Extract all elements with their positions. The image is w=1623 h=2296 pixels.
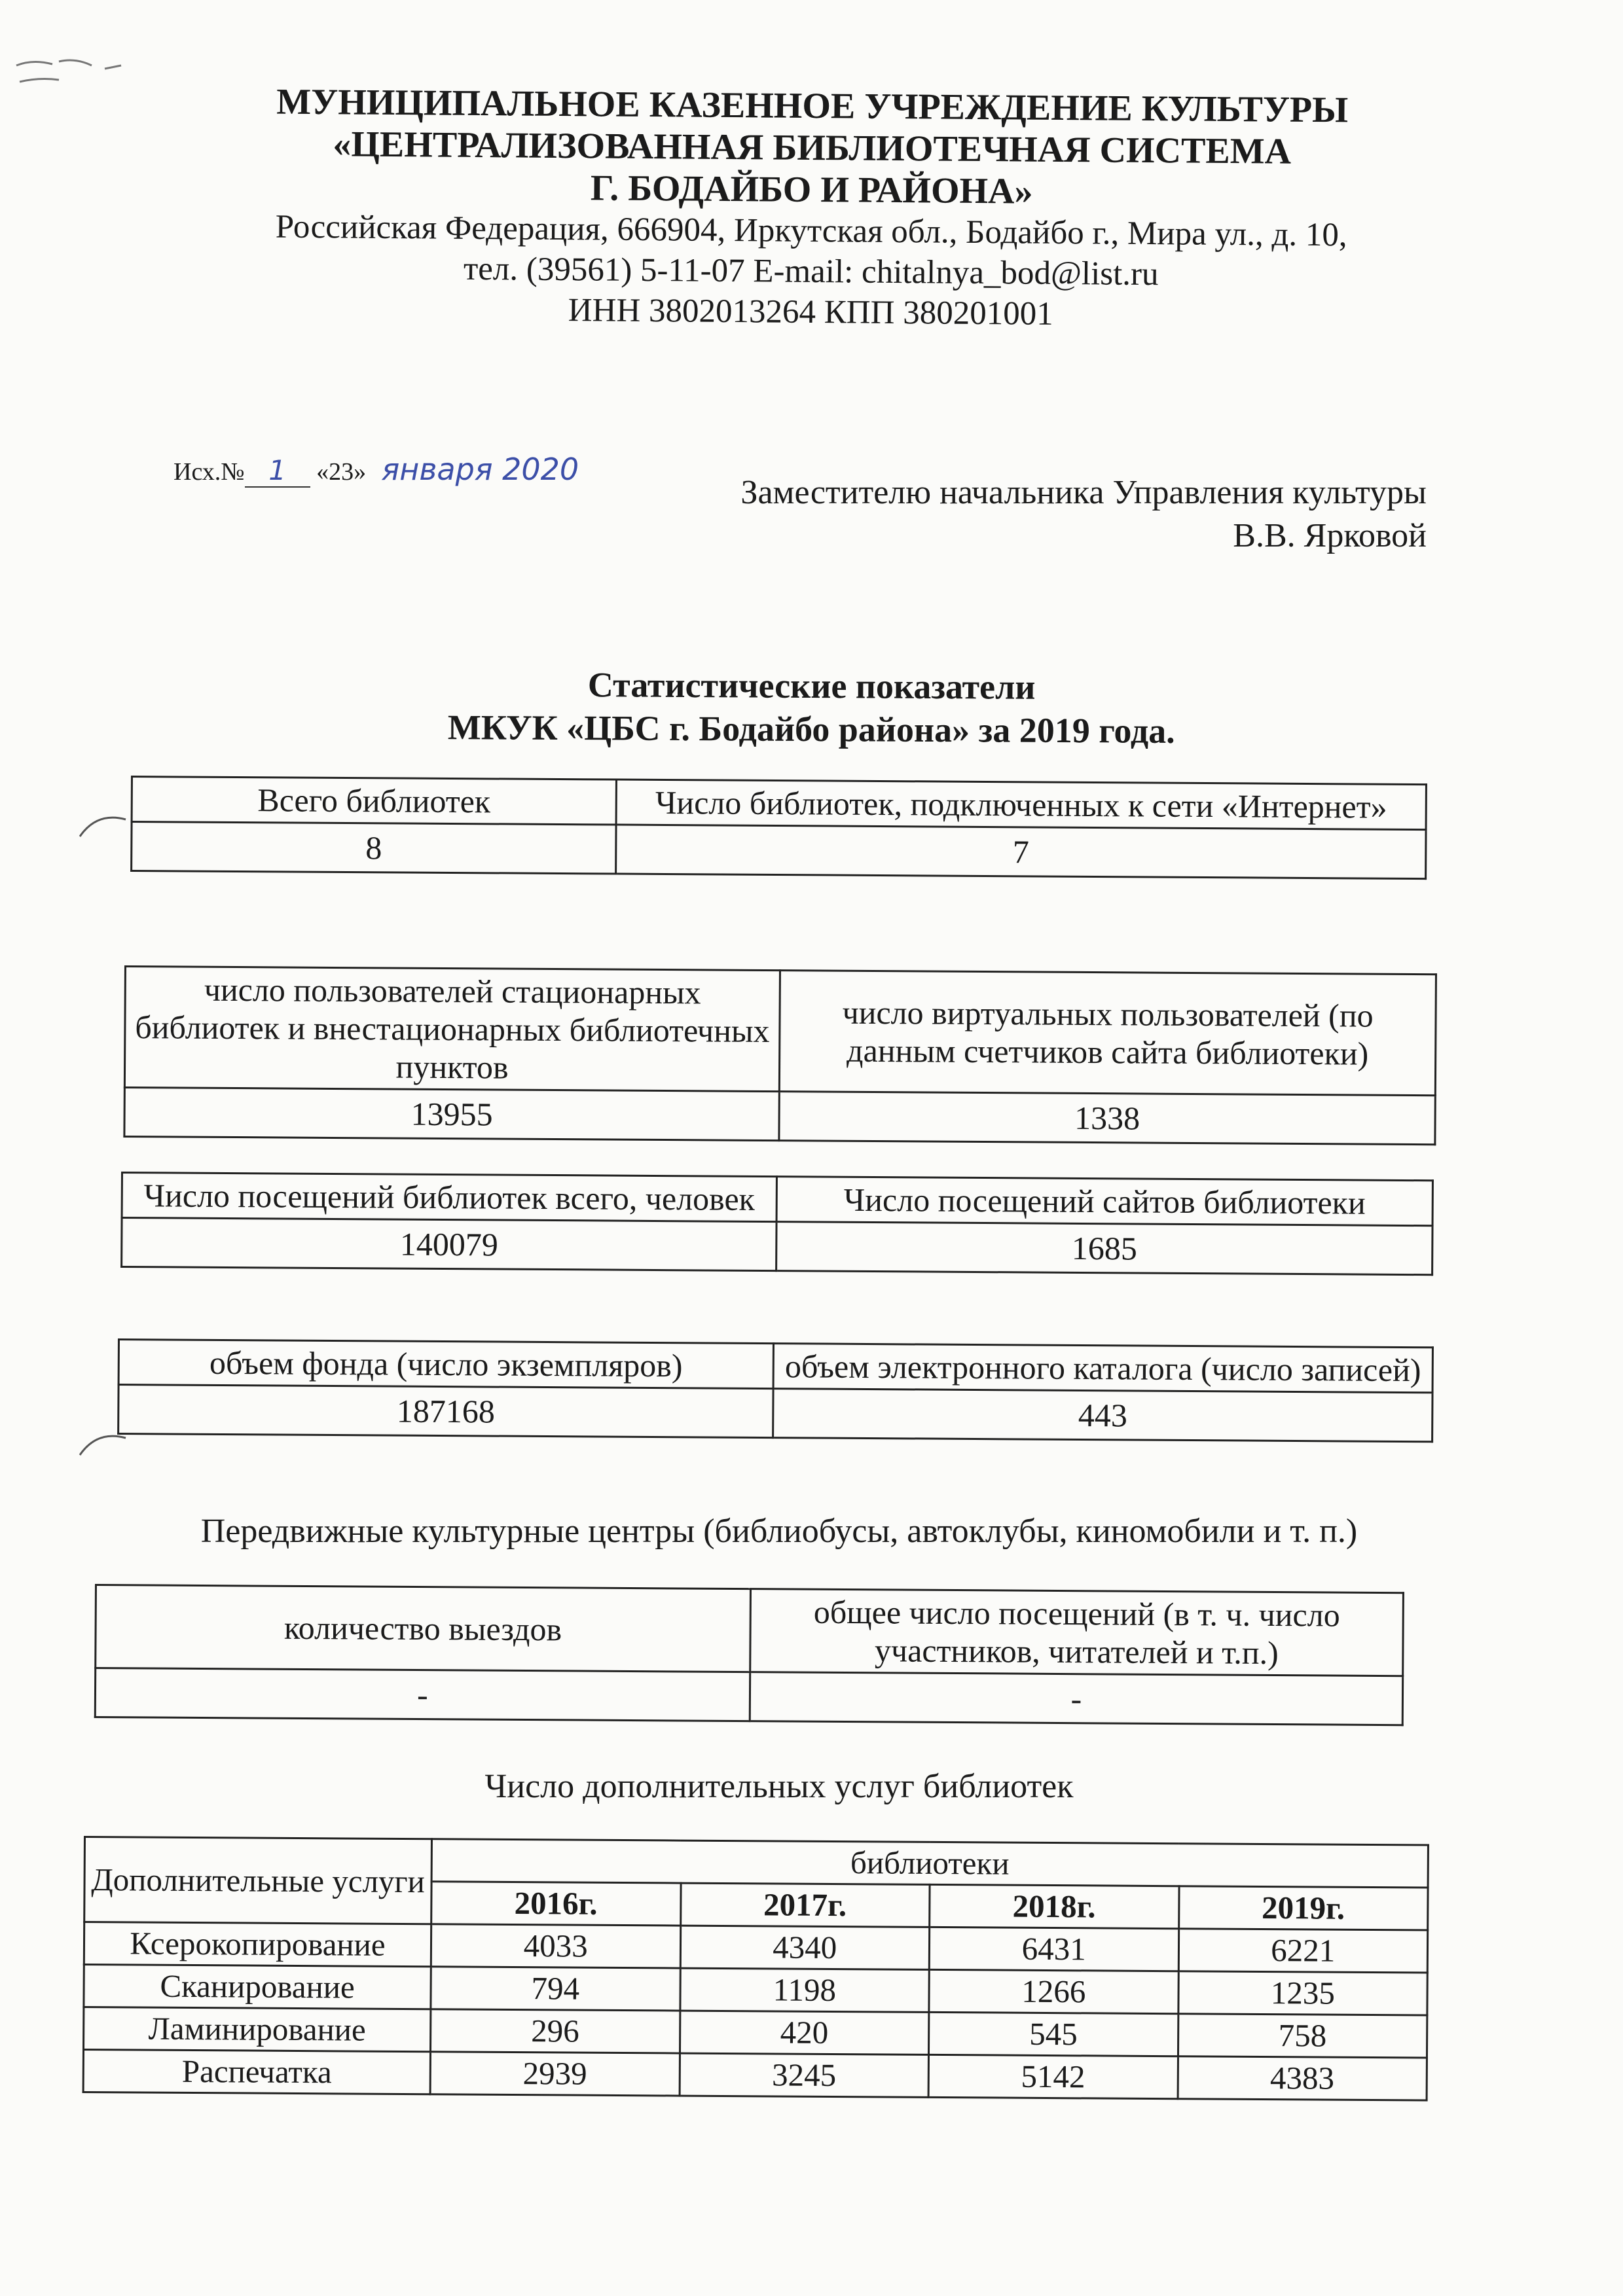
trips-count-value: - [95,1668,750,1721]
org-inn: ИНН 3802013264 КПП 380201001 [568,292,1053,332]
stationary-users-header: число пользователей стационарных библиотек и внестационарных библиотечных пунктов [124,967,780,1092]
service-value: 1198 [680,1968,929,2012]
addressee-name: В.В. Ярковой [1233,517,1427,554]
services-column-header: Дополнительные услуги [84,1837,432,1924]
fund-table [117,1338,1434,1443]
outgoing-reference [173,452,579,488]
service-value: 4383 [1178,2056,1427,2100]
services-caption: Число дополнительных услуг библиотек [484,1768,1074,1805]
e-catalog-value: 443 [773,1389,1432,1442]
service-value: 1266 [929,1969,1178,2013]
library-visits-header: Число посещений библиотек всего, человек [122,1173,776,1222]
libraries-total-header: Всего библиотек [132,777,616,825]
libraries-group-header: библиотеки [431,1839,1428,1888]
service-value: 420 [680,2011,929,2054]
total-attendance-header: общее число посещений (в т. ч. число участников, читателей и т.п.) [750,1589,1404,1676]
service-value: 4033 [431,1924,680,1968]
title-line1: Статистические показатели [587,665,1036,707]
table-row [83,2050,1427,2101]
org-name-line3: Г. БОДАЙБО И РАЙОНА» [590,168,1033,212]
service-value: 2939 [430,2052,680,2096]
ref-number: 1 [245,454,310,488]
org-name-line1: МУНИЦИПАЛЬНОЕ КАЗЕННОЕ УЧРЕЖДЕНИЕ КУЛЬТУРЫ [276,81,1349,131]
library-visits-value: 140079 [122,1218,776,1271]
stationary-users-value: 13955 [124,1088,779,1141]
libraries-internet-value: 7 [616,825,1426,879]
service-value: 794 [431,1967,680,2011]
site-visits-value: 1685 [776,1222,1432,1275]
libraries-total-value: 8 [132,822,616,874]
visits-table [120,1172,1434,1276]
service-name: Сканирование [84,1965,431,2009]
service-value: 3245 [680,2053,929,2097]
service-value: 6221 [1178,1929,1428,1973]
total-attendance-value: - [750,1672,1402,1725]
libraries-internet-header: Число библиотек, подключенных к сети «Интернет» [616,780,1426,830]
ref-date-handwritten: января 2020 [381,452,579,487]
fund-volume-header: объем фонда (число экземпляров) [119,1340,773,1389]
year-header: 2019г. [1178,1886,1428,1930]
service-value: 5142 [928,2054,1178,2098]
virtual-users-header: число виртуальных пользователей (по данным счетчиков сайта библиотеки) [779,971,1436,1096]
site-visits-header: Число посещений сайтов библиотеки [776,1177,1432,1226]
letterhead [0,79,1623,338]
service-name: Распечатка [83,2050,430,2094]
org-address: Российская Федерация, 666904, Иркутская обл., Бодайбо г., Мира ул., д. 10, [275,208,1347,254]
mobile-centers-table [94,1584,1404,1726]
trips-count-header: количество выездов [96,1585,751,1672]
service-value: 4340 [680,1926,930,1969]
punch-hole-mark [77,812,128,838]
service-name: Ламинирование [84,2007,431,2052]
service-value: 758 [1178,2014,1427,2058]
service-value: 6431 [929,1927,1178,1971]
service-value: 545 [928,2012,1178,2056]
addressee-position: Заместителю начальника Управления культуры [740,474,1427,511]
mobile-centers-caption: Передвижные культурные центры (библиобусы, автоклубы, киномобили и т. п.) [200,1513,1358,1550]
service-value: 296 [430,2009,680,2053]
service-value: 1235 [1178,1971,1427,2015]
addressee [740,471,1427,558]
title-line2: МКУК «ЦБС г. Бодайбо района» за 2019 года. [447,708,1175,751]
year-header: 2016г. [431,1882,681,1926]
year-header: 2017г. [680,1883,930,1927]
ref-day: «23» [316,458,367,486]
e-catalog-header: объем электронного каталога (число записей) [773,1344,1432,1393]
org-contacts: тел. (39561) 5-11-07 E-mail: chitalnya_bod@list.ru [463,250,1159,293]
users-table [123,965,1437,1145]
additional-services-table [82,1836,1429,2102]
libraries-table [130,776,1427,880]
fund-volume-value: 187168 [119,1385,773,1438]
document-title [0,660,1623,755]
org-name-line2: «ЦЕНТРАЛИЗОВАННАЯ БИБЛИОТЕЧНАЯ СИСТЕМА [333,124,1292,172]
service-name: Ксерокопирование [84,1922,431,1967]
virtual-users-value: 1338 [779,1092,1435,1145]
ref-prefix: Исх.№ [173,458,245,486]
year-header: 2018г. [930,1884,1179,1928]
